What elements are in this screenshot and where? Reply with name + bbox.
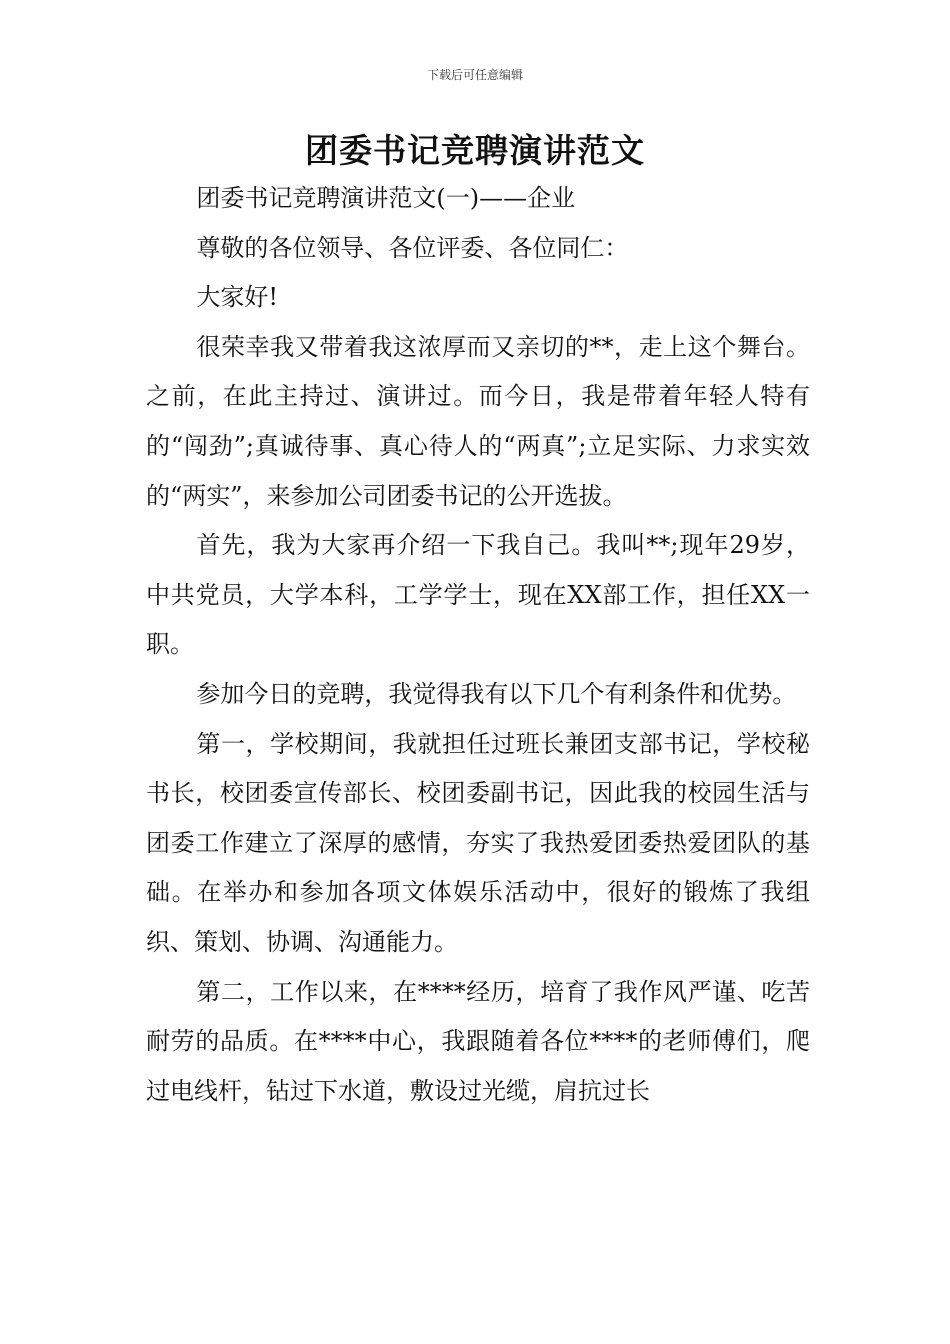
paragraph-opening: 很荣幸我又带着我这浓厚而又亲切的**，走上这个舞台。之前，在此主持过、演讲过。而今日，我是带着年轻人特有的“闯劲”;真诚待事、真心待人的“两真”;立足实际、力求实效的“两实”，来参加公司团委书记的公开选拔。 (146, 332, 810, 510)
paragraph-second-advantage: 第二，工作以来，在****经历，培育了我作风严谨、吃苦耐劳的品质。在****中心，我跟随着各位****的老师傅们，爬过电线杆，钻过下水道，敷设过光缆，肩抗过长 (146, 977, 810, 1105)
paragraph-self-intro: 首先，我为大家再介绍一下我自己。我叫**;现年29岁，中共党员，大学本科，工学学士，现在XX部工作，担任XX一职。 (146, 531, 810, 659)
paragraph-advantages-intro: 参加今日的竞聘，我觉得我有以下几个有利条件和优势。 (196, 679, 797, 708)
paragraph-subtitle: 团委书记竞聘演讲范文(一)——企业 (196, 184, 576, 212)
paragraph-salutation: 尊敬的各位领导、各位评委、各位同仁： (196, 233, 629, 262)
document-title: 团委书记竞聘演讲范文 (305, 131, 645, 170)
header-note: 下载后可任意编辑 (426, 68, 523, 82)
paragraph-greeting: 大家好! (196, 283, 279, 312)
paragraph-first-advantage: 第一，学校期间，我就担任过班长兼团支部书记，学校秘书长，校团委宣传部长、校团委副书记，因此我的校园生活与团委工作建立了深厚的感情，夯实了我热爱团委热爱团队的基础。在举办和参加各项文体娱乐活动中，很好的锻炼了我组织、策划、协调、沟通能力。 (146, 729, 810, 956)
document-body (146, 174, 810, 1116)
